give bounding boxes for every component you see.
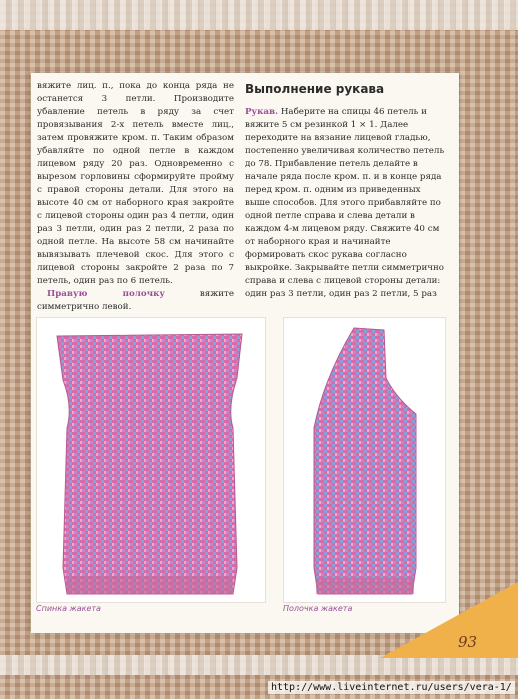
page-number: 93 <box>458 633 478 651</box>
left-paragraph-2 <box>37 288 234 314</box>
book-page <box>31 73 459 633</box>
sleeve-paragraph <box>245 106 445 301</box>
photo-back-piece <box>36 317 266 603</box>
sleeve-label: Рукав. <box>245 107 279 117</box>
photo-front-piece <box>283 317 446 603</box>
right-front-label: Правую полочку <box>47 289 165 299</box>
knit-band-bottom <box>0 655 518 675</box>
left-text-column <box>37 80 234 314</box>
left-paragraph-1: вяжите лиц. п., пока до конца ряда не останется 3 петли. Производите убавление петель в ряду за счет провязывания 2-х петель вместе лиц., затем провяжите кром. п. Таким образом убавляйте по одной петле в каждом лицевом ряду 20 раз. Одновременно с вырезом горловины сформируйте пройму с правой стороны детали. Для этого на высоте 40 см от наборного края закройте с лицевой стороны один раз 4 петли, один раз 3 петли, один раз 2 петли, 2 раза по одной петле. На высоте 58 см начинайте вывязывать плечевой скос. Для этого с лицевой стороны закройте 2 раза по 7 петель, один раз по 6 петель. <box>37 81 234 286</box>
knit-back-image <box>37 318 265 602</box>
page-corner-decoration <box>380 582 518 658</box>
sleeve-text: Наберите на спицы 46 петель и вяжите 5 см резинкой 1 × 1. Далее переходите на вязание лицевой гладью, постепенно увеличивая количество петель до 78. Прибавление петель делайте в начале ряда после кром. п. и в конце ряда перед кром. п. одним из приведенных выше способов. Для этого прибавляйте по одной петле справа и слева детали в каждом 4-м лицевом ряду. Свяжите 40 см от наборного края и начинайте формировать скос рукава согласно выкройке. Закрывайте петли симметрично справа и слева с лицевой стороны детали: один раз 3 петли, один раз 2 петли, 5 раз <box>245 107 445 299</box>
right-front-text: вяжите симметрично левой. <box>37 289 234 312</box>
knit-front-image <box>284 318 445 602</box>
section-heading: Выполнение рукава <box>245 82 385 96</box>
caption-front: Полочка жакета <box>283 604 353 613</box>
url-watermark[interactable]: http://www.liveinternet.ru/users/vera-1/ <box>268 681 515 694</box>
knit-band-top <box>0 0 518 30</box>
caption-back: Спинка жакета <box>36 604 101 613</box>
right-text-column <box>245 83 445 301</box>
